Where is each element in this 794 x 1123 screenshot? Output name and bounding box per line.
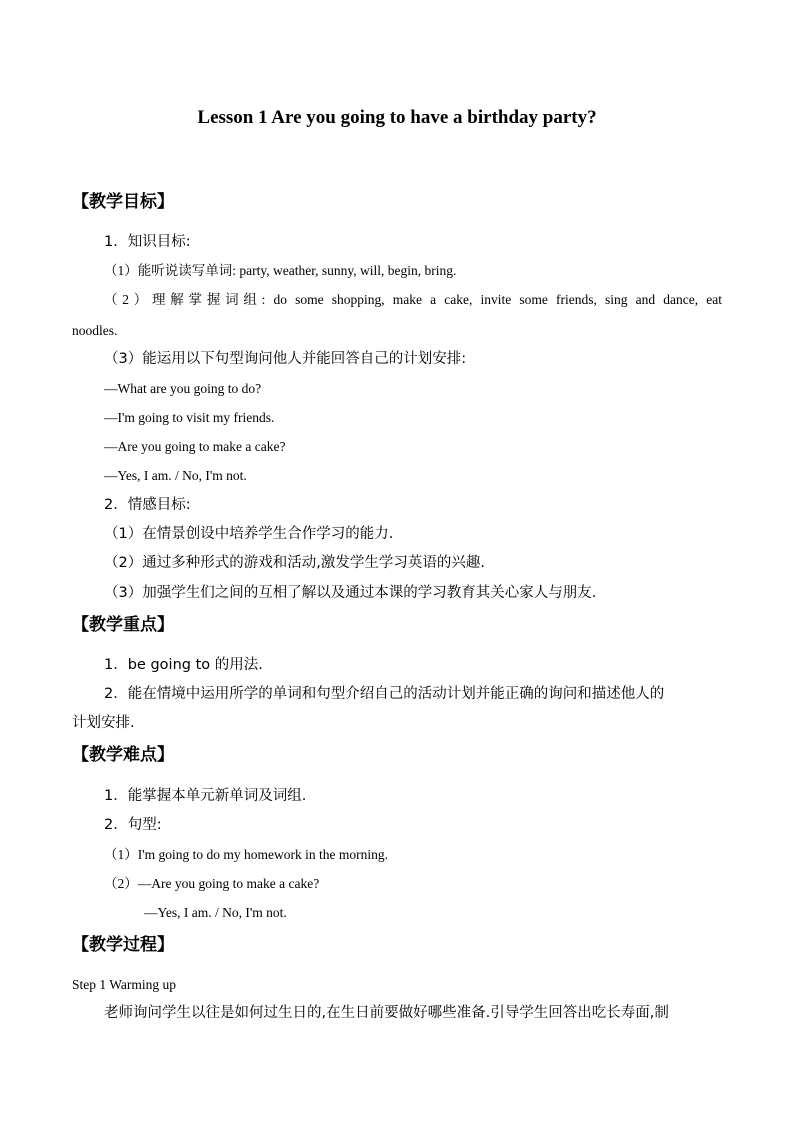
section-heading-objectives: 【教学目标】 (72, 192, 174, 212)
objective-item-2-line-1: （2）理解掌握词组: do some shopping, make a cake, invite some friends, sing and dance, eat (104, 292, 722, 307)
difficulty-2: 2．句型: (104, 817, 162, 833)
dialogue-line-1: —What are you going to do? (104, 381, 262, 396)
section-heading-difficulties: 【教学难点】 (72, 745, 174, 765)
section-heading-process: 【教学过程】 (72, 935, 174, 955)
emotion-item-2: （2）通过多种形式的游戏和活动,激发学生学习英语的兴趣. (104, 555, 485, 571)
emotion-item-1: （1）在情景创设中培养学生合作学习的能力. (104, 526, 394, 542)
lesson-title: Lesson 1 Are you going to have a birthday party? (197, 107, 597, 128)
objective-item-3: （3）能运用以下句型询问他人并能回答自己的计划安排: (104, 351, 467, 367)
section-heading-key-points: 【教学重点】 (72, 615, 174, 635)
objective-item-1: （1）能听说读写单词: party, weather, sunny, will, begin, bring. (104, 263, 457, 278)
step-1-title: Step 1 Warming up (72, 977, 177, 992)
emotion-objective-label: 2．情感目标: (104, 497, 191, 513)
difficulty-2-item-2: （2）—Are you going to make a cake? (104, 876, 320, 891)
objective-item-2-line-2: noodles. (72, 323, 118, 338)
difficulty-2-item-3: —Yes, I am. / No, I'm not. (144, 905, 287, 920)
knowledge-objective-label: 1．知识目标: (104, 234, 191, 250)
dialogue-line-4: —Yes, I am. / No, I'm not. (104, 468, 247, 483)
key-point-1: 1．be going to 的用法. (104, 657, 263, 673)
dialogue-line-2: —I'm going to visit my friends. (104, 410, 275, 425)
key-point-2-line-1: 2．能在情境中运用所学的单词和句型介绍自己的活动计划并能正确的询问和描述他人的 (104, 686, 665, 702)
step-1-text: 老师询问学生以往是如何过生日的,在生日前要做好哪些准备.引导学生回答出吃长寿面,制 (104, 1005, 669, 1021)
emotion-item-3: （3）加强学生们之间的互相了解以及通过本课的学习教育其关心家人与朋友. (104, 585, 597, 601)
difficulty-1: 1．能掌握本单元新单词及词组. (104, 788, 307, 804)
key-point-2-line-2: 计划安排. (72, 715, 135, 731)
difficulty-2-item-1: （1）I'm going to do my homework in the morning. (104, 847, 389, 862)
dialogue-line-3: —Are you going to make a cake? (104, 439, 286, 454)
